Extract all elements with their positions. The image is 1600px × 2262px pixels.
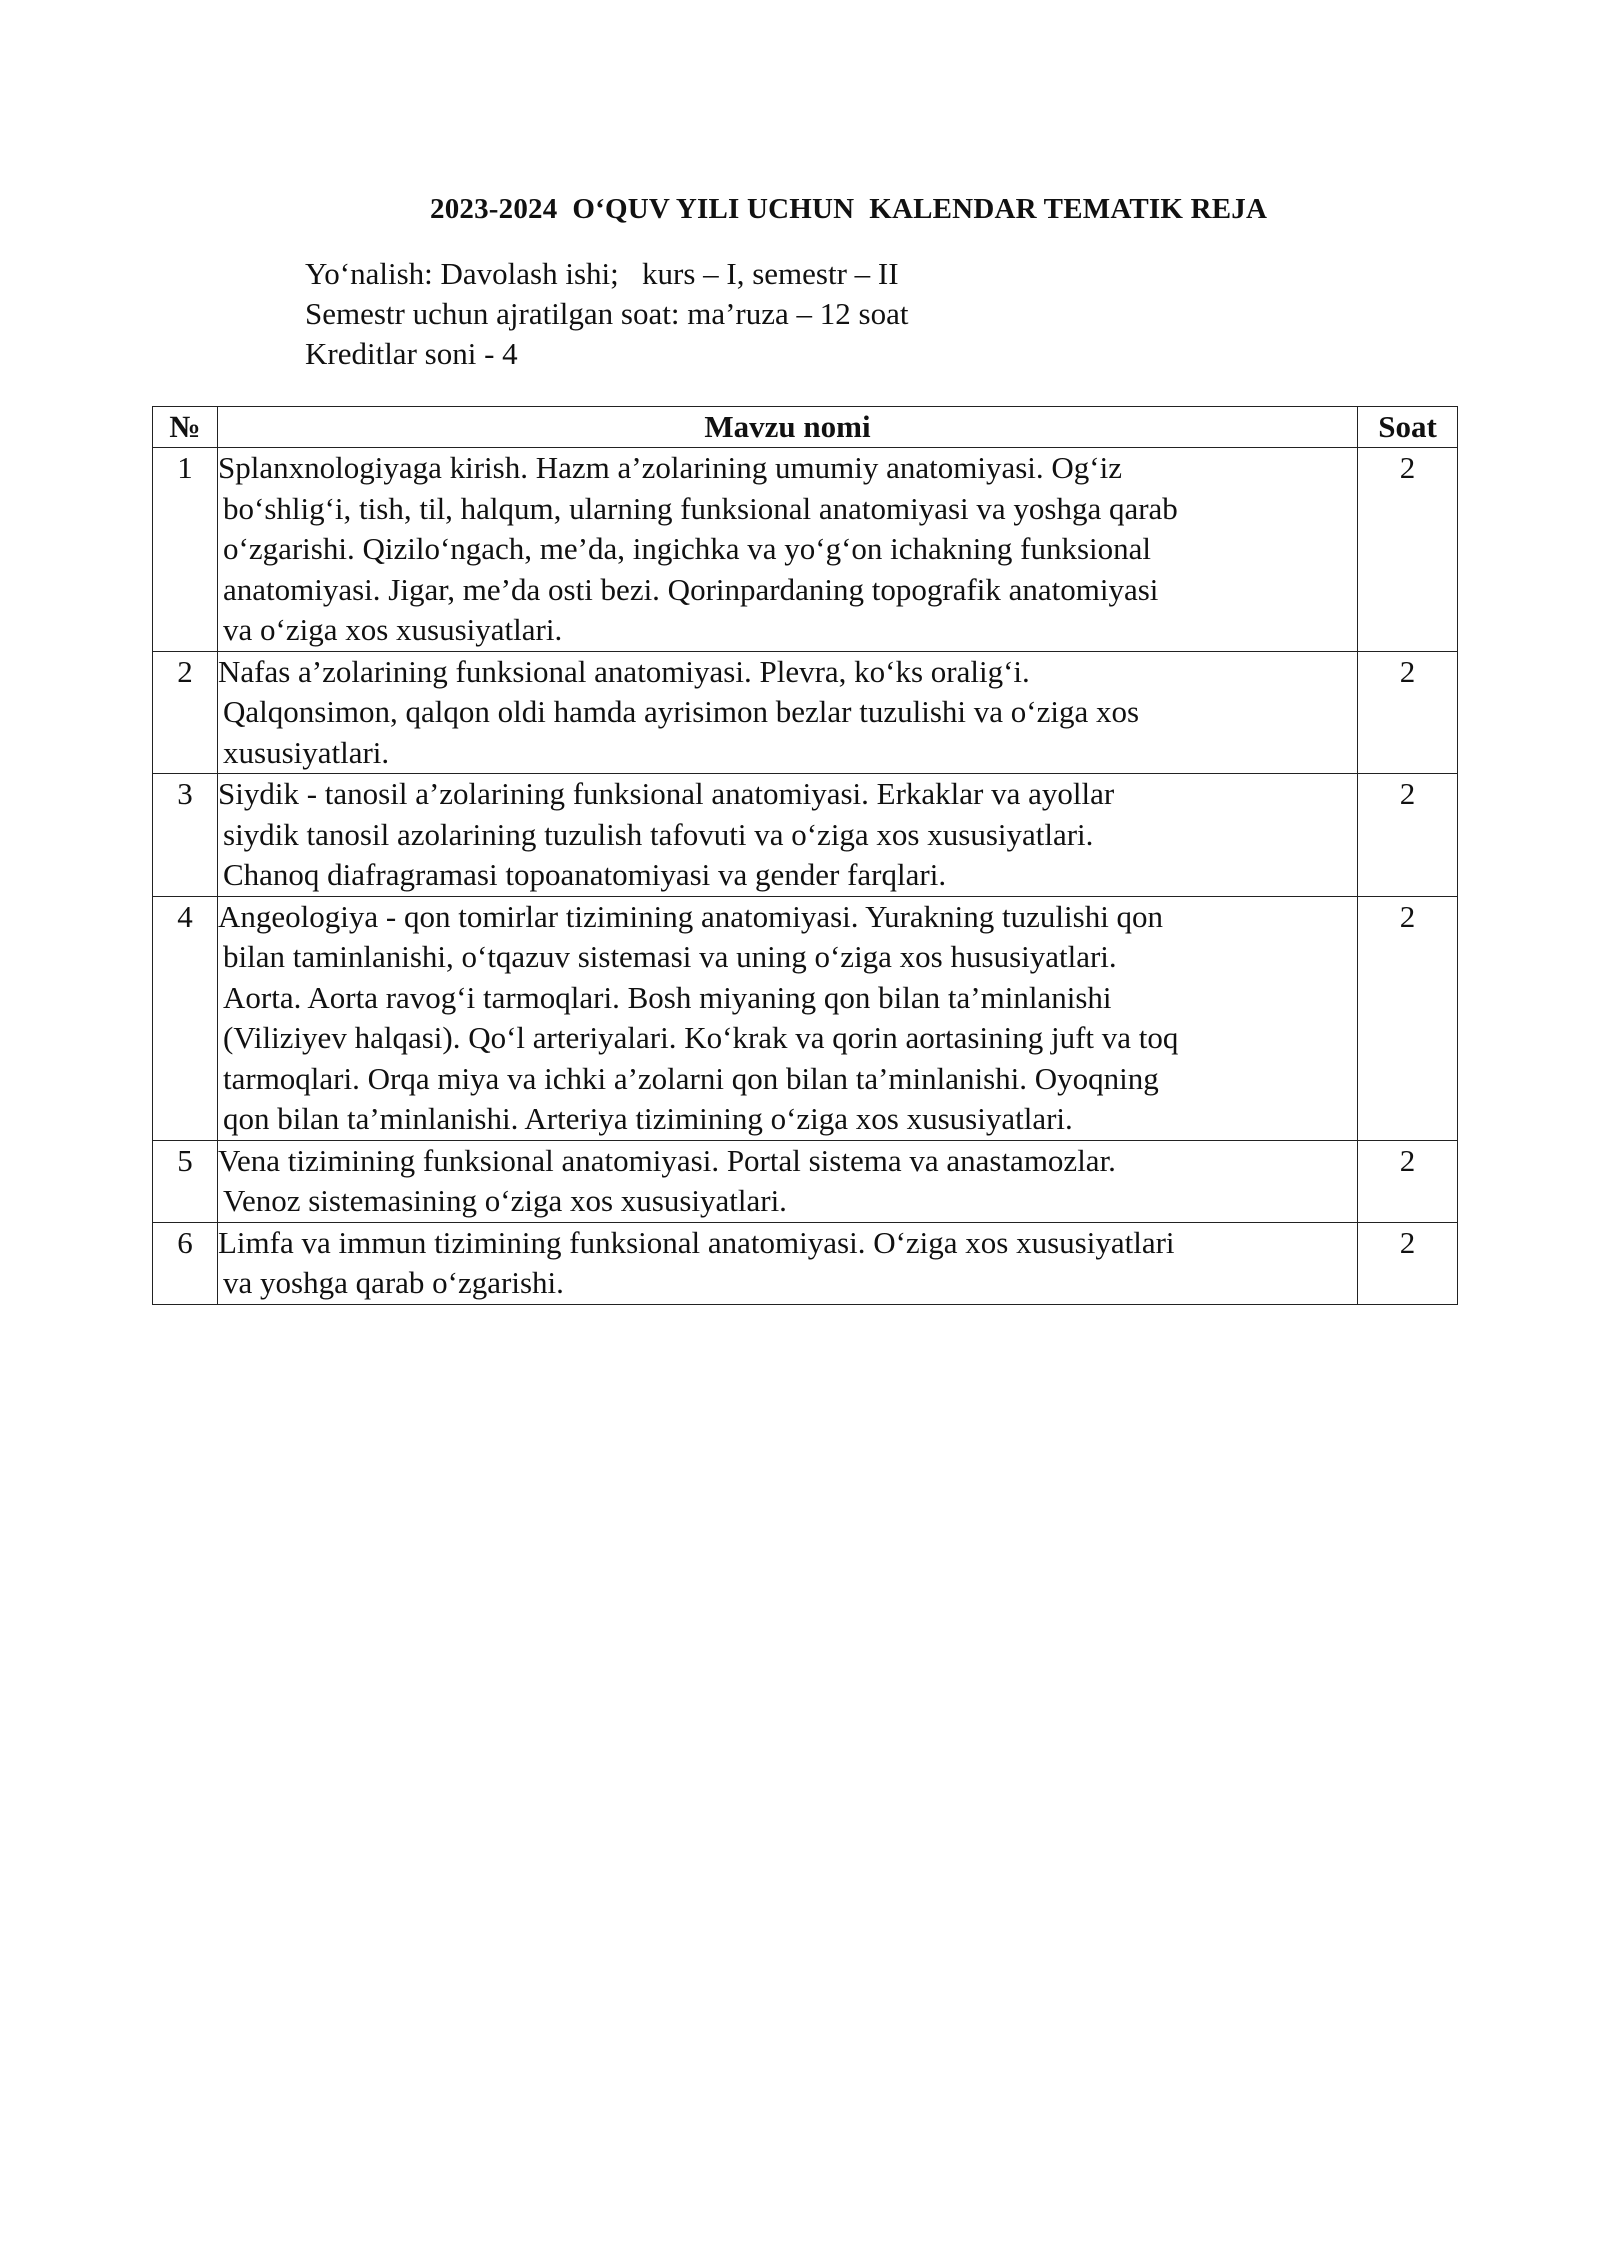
topic-line: Venoz sistemasining o‘ziga xos xususiyatlari. — [223, 1183, 787, 1218]
topic-line: bo‘shlig‘i, tish, til, halqum, ularning funksional anatomiyasi va yoshga qarab — [223, 490, 1178, 526]
topic-line: xususiyatlari. — [223, 734, 390, 770]
topic-line: qon bilan ta’minlanishi. Arteriya tizimining o‘ziga xos xususiyatlari. — [223, 1101, 1073, 1136]
direction-line: Yo‘nalish: Davolash ishi; kurs – I, semestr – II — [305, 256, 899, 291]
row-hours: 2 — [1358, 774, 1458, 897]
row-hours: 2 — [1358, 448, 1458, 652]
table-row — [153, 448, 1458, 652]
table-row — [153, 896, 1458, 1140]
table-row — [153, 1140, 1458, 1222]
row-topic — [218, 896, 1358, 1140]
table-row — [153, 1222, 1458, 1304]
table-row — [153, 774, 1458, 897]
row-hours: 2 — [1358, 1140, 1458, 1222]
credits-line: Kreditlar soni - 4 — [305, 336, 518, 371]
row-number: 1 — [153, 448, 218, 652]
table-header-row — [153, 407, 1458, 448]
topic-line: Nafas a’zolarining funksional anatomiyasi. Plevra, ko‘ks oralig‘i. — [218, 653, 1030, 689]
topic-line: Splanxnologiyaga kirish. Hazm a’zolarining umumiy anatomiyasi. Og‘iz — [218, 450, 1122, 485]
topic-line: Siydik - tanosil a’zolarining funksional anatomiyasi. Erkaklar va ayollar — [218, 776, 1115, 811]
course-info — [305, 254, 908, 374]
topic-line: tarmoqlari. Orqa miya va ichki a’zolarni qon bilan ta’minlanishi. Oyoqning — [223, 1060, 1159, 1096]
topic-line: Qalqonsimon, qalqon oldi hamda ayrisimon bezlar tuzulishi va o‘ziga xos — [223, 694, 1140, 729]
topic-line: Angeologiya - qon tomirlar tizimining anatomiyasi. Yurakning tuzulishi qon — [218, 898, 1164, 934]
row-topic — [218, 774, 1358, 897]
thematic-plan-table — [152, 406, 1458, 1305]
topic-line: Vena tizimining funksional anatomiyasi. Portal sistema va anastamozlar. — [218, 1142, 1116, 1178]
row-number: 4 — [153, 896, 218, 1140]
row-number: 5 — [153, 1140, 218, 1222]
topic-column-header: Mavzu nomi — [218, 407, 1358, 448]
hours-column-header: Soat — [1358, 407, 1458, 448]
topic-line: Limfa va immun tizimining funksional anatomiyasi. O‘ziga xos xususiyatlari — [218, 1224, 1175, 1260]
topic-line: o‘zgarishi. Qizilo‘ngach, me’da, ingichka va yo‘g‘on ichakning funksional — [223, 531, 1152, 566]
table-row — [153, 651, 1458, 774]
topic-line: anatomiyasi. Jigar, me’da osti bezi. Qorinpardaning topografik anatomiyasi — [223, 571, 1159, 607]
topic-line: Aorta. Aorta ravog‘i tarmoqlari. Bosh miyaning qon bilan ta’minlanishi — [223, 979, 1112, 1015]
row-hours: 2 — [1358, 896, 1458, 1140]
topic-line: va yoshga qarab o‘zgarishi. — [223, 1265, 564, 1300]
row-number: 2 — [153, 651, 218, 774]
row-number: 3 — [153, 774, 218, 897]
row-number: 6 — [153, 1222, 218, 1304]
topic-line: siydik tanosil azolarining tuzulish tafovuti va o‘ziga xos xususiyatlari. — [223, 816, 1094, 852]
topic-line: Chanoq diafragramasi topoanatomiyasi va gender farqlari. — [223, 857, 947, 892]
row-topic — [218, 651, 1358, 774]
row-hours: 2 — [1358, 651, 1458, 774]
number-column-header: № — [153, 407, 218, 448]
row-topic — [218, 448, 1358, 652]
row-topic — [218, 1222, 1358, 1304]
semester-hours-line: Semestr uchun ajratilgan soat: ma’ruza – 12 soat — [305, 296, 909, 331]
document-title: 2023-2024 O‘QUV YILI UCHUN KALENDAR TEMATIK REJA — [430, 193, 1268, 225]
row-topic — [218, 1140, 1358, 1222]
topic-line: bilan taminlanishi, o‘tqazuv sistemasi va uning o‘ziga xos hususiyatlari. — [223, 939, 1117, 974]
row-hours: 2 — [1358, 1222, 1458, 1304]
topic-line: (Viliziyev halqasi). Qo‘l arteriyalari. Ko‘krak va qorin aortasining juft va toq — [223, 1020, 1179, 1055]
topic-line: va o‘ziga xos xususiyatlari. — [223, 612, 563, 647]
